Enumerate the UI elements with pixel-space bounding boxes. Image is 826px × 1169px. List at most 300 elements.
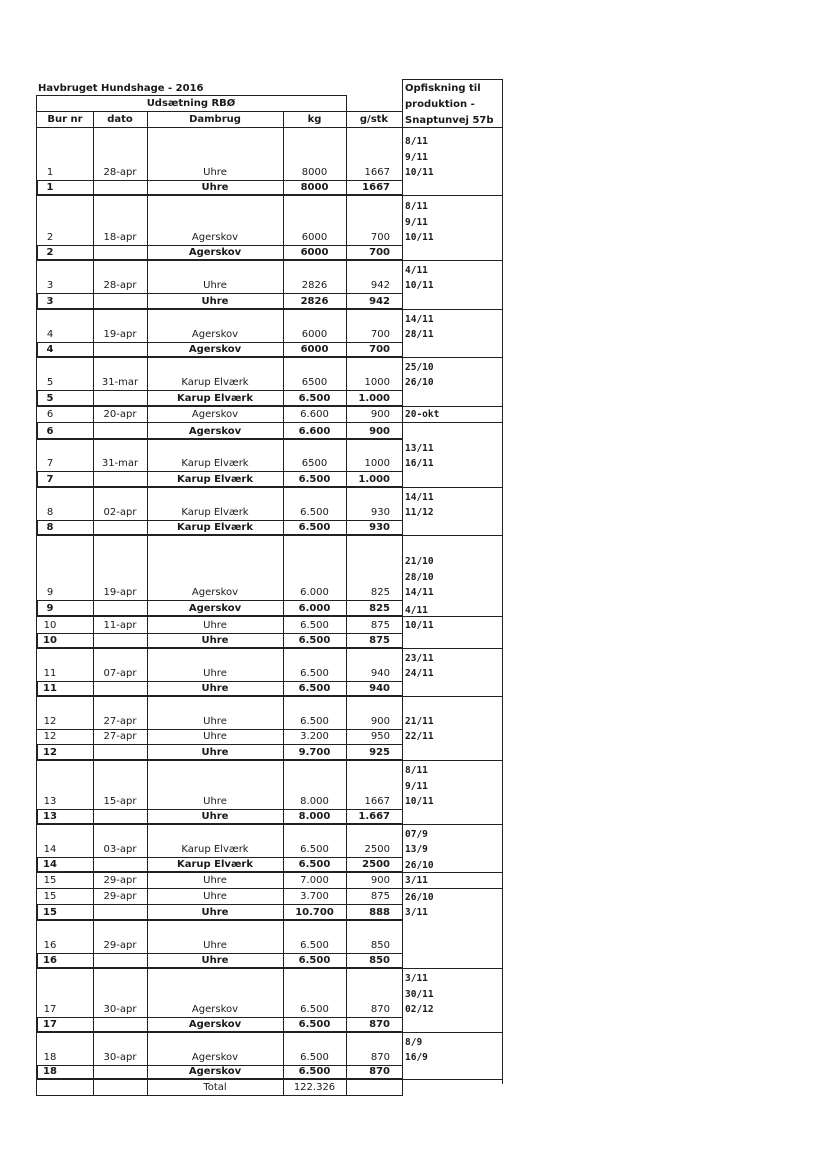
opfiskning-date: 10/11: [405, 620, 434, 631]
cell-dambrug: Karup Elværk: [176, 393, 254, 404]
cell-g-stk: 1667: [362, 182, 390, 193]
cell-dambrug: Agerskov: [188, 603, 242, 614]
grid-line: [93, 520, 94, 536]
opfiskning-date: 20-okt: [405, 409, 440, 420]
cell-bur-nr: 6: [46, 426, 54, 437]
cell-dato: 07-apr: [103, 668, 137, 679]
grid-line: [36, 342, 38, 358]
opfiskning-date: 22/11: [405, 731, 434, 742]
cell-g-stk: 1.000: [358, 474, 390, 485]
grid-line: [36, 633, 38, 649]
grid-line: [36, 681, 38, 697]
grid-line: [402, 79, 403, 1096]
cell-kg: 6000: [301, 329, 328, 340]
grid-line: [36, 405, 403, 407]
grid-line: [36, 194, 403, 196]
grid-line: [36, 600, 38, 617]
cell-g-stk: 940: [369, 683, 390, 694]
cell-g-stk: 1000: [364, 377, 390, 388]
grid-line: [36, 904, 38, 921]
opfiskning-date: 8/9: [405, 1036, 423, 1048]
grid-line: [36, 111, 403, 112]
cell-bur-nr: 9: [46, 603, 54, 614]
grid-line: [36, 356, 403, 358]
grid-line: [36, 390, 403, 391]
cell-dambrug: Karup Elværk: [176, 859, 254, 870]
cell-g-stk: 950: [370, 731, 390, 742]
cell-g-stk: 700: [369, 247, 390, 258]
cell-bur-nr: 17: [43, 1004, 57, 1015]
cell-g-stk: 1667: [364, 796, 390, 807]
cell-bur-nr: 14: [43, 859, 57, 870]
grid-line: [402, 260, 503, 261]
grid-line: [36, 857, 403, 858]
opfiskning-date: 8/11: [405, 765, 428, 776]
cell-bur-nr: 16: [43, 955, 57, 966]
opfiskning-date: 14/11: [405, 587, 434, 598]
grid-line: [36, 308, 403, 310]
grid-line: [402, 357, 503, 358]
cell-dambrug: Uhre: [203, 716, 227, 727]
cell-bur-nr: 8: [46, 507, 54, 518]
cell-dambrug: Agerskov: [191, 587, 239, 598]
cell-dambrug: Uhre: [203, 875, 227, 886]
grid-line: [36, 953, 38, 969]
grid-line: [502, 79, 503, 1084]
grid-line: [36, 729, 403, 730]
cell-dambrug: Karup Elværk: [176, 474, 254, 485]
cell-dato: 29-apr: [103, 875, 137, 886]
grid-line: [402, 760, 503, 761]
cell-bur-nr: 15: [43, 875, 57, 886]
grid-line: [36, 953, 403, 954]
cell-g-stk: 700: [370, 232, 390, 243]
cell-kg: 6.500: [300, 844, 329, 855]
cell-dambrug: Agerskov: [191, 1004, 239, 1015]
opfiskning-header-line: Snaptunvej 57b: [405, 115, 494, 126]
cell-g-stk: 925: [369, 747, 390, 758]
cell-dambrug: Uhre: [203, 731, 227, 742]
cell-kg: 6.500: [298, 1019, 331, 1030]
opfiskning-date: 16/11: [405, 458, 434, 469]
opfiskning-date: 13/9: [405, 844, 428, 855]
grid-line: [36, 293, 38, 310]
cell-dato: 27-apr: [103, 731, 137, 742]
grid-line: [36, 438, 403, 440]
cell-bur-nr: 2: [46, 232, 54, 243]
cell-kg: 6.500: [298, 955, 331, 966]
opfiskning-date: 10/11: [405, 232, 434, 243]
grid-line: [36, 342, 403, 343]
cell-dambrug: Uhre: [201, 747, 229, 758]
grid-line: [93, 809, 94, 825]
opfiskning-date: 26/10: [405, 891, 434, 903]
col-header-dato: dato: [107, 114, 133, 125]
cell-g-stk: 2500: [362, 859, 390, 870]
cell-g-stk: 900: [369, 426, 390, 437]
opfiskning-date: 26/10: [405, 377, 434, 388]
cell-bur-nr: 11: [43, 668, 57, 679]
grid-line: [93, 633, 94, 649]
cell-dambrug: Uhre: [203, 940, 227, 951]
cell-bur-nr: 13: [43, 796, 57, 807]
cell-dambrug: Agerskov: [191, 232, 239, 243]
cell-dambrug: Agerskov: [188, 1019, 242, 1030]
cell-bur-nr: 17: [43, 1019, 57, 1030]
cell-kg: 3.200: [300, 731, 329, 742]
grid-line: [36, 615, 403, 617]
grid-line: [36, 809, 38, 825]
cell-dambrug: Uhre: [201, 296, 229, 307]
grid-line: [36, 1078, 403, 1080]
grid-line: [36, 744, 38, 761]
opfiskning-date: 9/11: [405, 151, 428, 163]
cell-dambrug: Uhre: [203, 668, 227, 679]
grid-line: [36, 245, 403, 246]
cell-g-stk: 2500: [364, 844, 390, 855]
cell-dambrug: Uhre: [201, 907, 229, 918]
cell-bur-nr: 16: [43, 940, 57, 951]
grid-line: [402, 888, 503, 889]
cell-g-stk: 1667: [364, 167, 390, 178]
grid-line: [36, 180, 403, 181]
cell-dambrug: Karup Elværk: [181, 377, 249, 388]
cell-bur-nr: 6: [46, 409, 54, 420]
cell-kg: 6.500: [298, 683, 331, 694]
cell-g-stk: 870: [369, 1066, 390, 1077]
opfiskning-header-line: Opfiskning til: [405, 83, 481, 94]
opfiskning-date: 13/11: [405, 442, 434, 454]
grid-line: [93, 953, 94, 969]
cell-g-stk: 825: [370, 587, 390, 598]
grid-line: [36, 633, 403, 634]
cell-bur-nr: 3: [46, 296, 54, 307]
cell-dambrug: Agerskov: [188, 344, 242, 355]
grid-line: [402, 1032, 503, 1033]
grid-line: [93, 390, 94, 407]
total-kg: 122.326: [293, 1082, 336, 1093]
cell-kg: 6.500: [300, 1052, 329, 1063]
cell-g-stk: 875: [369, 635, 390, 646]
cell-dato: 15-apr: [103, 796, 137, 807]
grid-line: [36, 857, 38, 873]
grid-line: [36, 259, 403, 261]
grid-line: [402, 487, 503, 488]
cell-kg: 9.700: [298, 747, 331, 758]
cell-bur-nr: 18: [43, 1052, 57, 1063]
opfiskning-date: 28/10: [405, 571, 434, 583]
cell-g-stk: 900: [370, 409, 390, 420]
cell-g-stk: 875: [370, 620, 390, 631]
cell-kg: 8000: [300, 182, 329, 193]
cell-dambrug: Agerskov: [191, 329, 239, 340]
grid-line: [36, 534, 403, 536]
cell-kg: 6.500: [300, 716, 329, 727]
cell-dato: 02-apr: [103, 507, 137, 518]
grid-line: [93, 471, 94, 488]
opfiskning-date: 9/11: [405, 216, 428, 228]
opfiskning-date: 10/11: [405, 280, 434, 291]
cell-bur-nr: 5: [46, 377, 54, 388]
cell-g-stk: 825: [369, 603, 390, 614]
cell-kg: 8.000: [300, 796, 329, 807]
cell-kg: 6000: [300, 344, 329, 355]
cell-bur-nr: 12: [43, 747, 57, 758]
opfiskning-date: 28/11: [405, 329, 434, 340]
cell-dato: 18-apr: [103, 232, 137, 243]
opfiskning-date: 21/10: [405, 556, 434, 567]
cell-bur-nr: 14: [43, 844, 57, 855]
cell-bur-nr: 12: [43, 716, 57, 727]
cell-dato: 31-mar: [101, 377, 139, 388]
grid-line: [36, 647, 403, 649]
grid-line: [402, 968, 503, 969]
cell-kg: 6.500: [298, 393, 331, 404]
cell-bur-nr: 4: [46, 329, 54, 340]
cell-g-stk: 942: [369, 296, 390, 307]
grid-line: [36, 919, 403, 921]
cell-dato: 11-apr: [103, 620, 137, 631]
cell-kg: 6500: [301, 377, 328, 388]
cell-dambrug: Uhre: [201, 955, 229, 966]
cell-g-stk: 1.667: [358, 811, 390, 822]
cell-dato: 27-apr: [103, 716, 137, 727]
cell-dambrug: Karup Elværk: [181, 844, 249, 855]
grid-line: [402, 79, 503, 80]
grid-line: [93, 1017, 94, 1033]
grid-line: [36, 245, 38, 261]
cell-dato: 28-apr: [103, 280, 137, 291]
cell-kg: 6500: [301, 458, 328, 469]
grid-line: [36, 681, 403, 682]
cell-dambrug: Agerskov: [188, 247, 242, 258]
grid-line: [36, 520, 403, 521]
total-label: Total: [203, 1082, 227, 1093]
cell-dambrug: Karup Elværk: [181, 458, 249, 469]
cell-kg: 6.500: [300, 940, 329, 951]
cell-dambrug: Karup Elværk: [176, 522, 254, 533]
grid-line: [402, 406, 503, 407]
grid-line: [36, 520, 38, 536]
grid-line: [402, 1079, 503, 1080]
grid-line: [36, 759, 403, 761]
grid-line: [36, 1095, 403, 1096]
cell-bur-nr: 15: [43, 891, 57, 902]
cell-g-stk: 888: [369, 907, 390, 918]
opfiskning-date: 8/11: [405, 201, 428, 212]
cell-dambrug: Agerskov: [188, 426, 242, 437]
cell-g-stk: 900: [370, 716, 390, 727]
cell-kg: 6.600: [298, 426, 331, 437]
cell-bur-nr: 10: [43, 635, 57, 646]
cell-bur-nr: 15: [43, 907, 57, 918]
cell-dambrug: Uhre: [201, 182, 229, 193]
opfiskning-date: 4/11: [405, 264, 428, 276]
cell-dato: 28-apr: [103, 167, 137, 178]
cell-g-stk: 700: [370, 329, 390, 340]
col-header-bur-nr: Bur nr: [47, 114, 83, 125]
grid-line: [36, 871, 403, 873]
cell-bur-nr: 18: [43, 1066, 57, 1077]
cell-kg: 6.500: [300, 620, 329, 631]
grid-line: [93, 342, 94, 358]
grid-line: [36, 95, 347, 96]
cell-kg: 6.500: [298, 474, 331, 485]
opfiskning-date: 11/12: [405, 507, 434, 518]
cell-g-stk: 930: [369, 522, 390, 533]
cell-kg: 6.500: [298, 522, 331, 533]
cell-kg: 8000: [301, 167, 328, 178]
cell-g-stk: 870: [370, 1004, 390, 1015]
cell-kg: 6.500: [298, 1066, 331, 1077]
grid-line: [93, 857, 94, 873]
grid-line: [402, 648, 503, 649]
cell-g-stk: 942: [370, 280, 390, 291]
sheet-title: Havbruget Hundshage - 2016: [38, 83, 204, 94]
opfiskning-date: 10/11: [405, 167, 434, 178]
cell-bur-nr: 9: [46, 587, 54, 598]
cell-kg: 6.000: [298, 603, 331, 614]
opfiskning-date: 4/11: [405, 604, 428, 616]
grid-line: [36, 471, 403, 472]
opfiskning-date: 3/11: [405, 907, 428, 918]
cell-kg: 6.600: [300, 409, 329, 420]
grid-line: [36, 1017, 403, 1018]
grid-line: [402, 195, 503, 196]
grid-line: [402, 309, 503, 310]
grid-line: [36, 390, 38, 407]
opfiskning-date: 16/9: [405, 1052, 428, 1063]
cell-dambrug: Uhre: [201, 635, 229, 646]
cell-bur-nr: 3: [46, 280, 54, 291]
cell-dambrug: Uhre: [203, 796, 227, 807]
grid-line: [36, 293, 403, 294]
cell-bur-nr: 2: [46, 247, 54, 258]
grid-line: [36, 967, 403, 969]
opfiskning-date: 30/11: [405, 988, 434, 1000]
grid-line: [36, 744, 403, 745]
grid-line: [93, 681, 94, 697]
grid-line: [36, 1017, 38, 1033]
cell-dambrug: Uhre: [201, 683, 229, 694]
cell-g-stk: 930: [370, 507, 390, 518]
cell-kg: 6.500: [300, 668, 329, 679]
cell-bur-nr: 7: [46, 458, 54, 469]
cell-bur-nr: 8: [46, 522, 54, 533]
cell-dambrug: Agerskov: [191, 1052, 239, 1063]
grid-line: [93, 245, 94, 261]
opfiskning-date: 07/9: [405, 828, 428, 840]
cell-kg: 2826: [300, 296, 329, 307]
grid-line: [402, 696, 503, 697]
cell-g-stk: 1000: [364, 458, 390, 469]
cell-kg: 6000: [301, 232, 328, 243]
cell-dato: 19-apr: [103, 587, 137, 598]
grid-line: [93, 600, 94, 617]
cell-kg: 6000: [300, 247, 329, 258]
cell-g-stk: 870: [369, 1019, 390, 1030]
cell-dambrug: Uhre: [203, 167, 227, 178]
opfiskning-date: 3/11: [405, 875, 428, 886]
grid-line: [36, 1065, 38, 1080]
cell-dato: 29-apr: [103, 940, 137, 951]
cell-dambrug: Agerskov: [191, 409, 239, 420]
opfiskning-date: 24/11: [405, 668, 434, 679]
grid-line: [36, 695, 403, 697]
cell-bur-nr: 11: [43, 683, 57, 694]
opfiskning-date: 3/11: [405, 973, 428, 984]
cell-g-stk: 940: [370, 668, 390, 679]
grid-line: [36, 1031, 403, 1033]
col-header-g-stk: g/stk: [359, 114, 389, 125]
opfiskning-date: 14/11: [405, 313, 434, 325]
cell-dato: 30-apr: [103, 1052, 137, 1063]
cell-kg: 10.700: [295, 907, 334, 918]
cell-kg: 3.700: [300, 891, 329, 902]
cell-g-stk: 1.000: [358, 393, 390, 404]
opfiskning-date: 14/11: [405, 491, 434, 503]
cell-kg: 7.000: [300, 875, 329, 886]
cell-g-stk: 850: [369, 955, 390, 966]
cell-bur-nr: 1: [46, 182, 54, 193]
grid-line: [93, 904, 94, 921]
grid-line: [93, 422, 94, 440]
grid-line: [93, 744, 94, 761]
cell-dato: 19-apr: [103, 329, 137, 340]
cell-bur-nr: 1: [46, 167, 54, 178]
grid-line: [36, 180, 38, 196]
cell-g-stk: 900: [370, 875, 390, 886]
grid-line: [36, 904, 403, 905]
cell-dambrug: Karup Elværk: [181, 507, 249, 518]
cell-dato: 30-apr: [103, 1004, 137, 1015]
cell-kg: 8.000: [298, 811, 331, 822]
cell-bur-nr: 7: [46, 474, 54, 485]
grid-line: [402, 422, 503, 423]
grid-line: [93, 180, 94, 196]
opfiskning-date: 8/11: [405, 136, 428, 147]
grid-line: [36, 471, 38, 488]
grid-line: [36, 809, 403, 810]
grid-line: [36, 422, 38, 440]
cell-kg: 6.500: [298, 859, 331, 870]
grid-line: [402, 535, 503, 536]
cell-bur-nr: 10: [43, 620, 57, 631]
grid-line: [36, 127, 503, 128]
grid-line: [36, 486, 403, 488]
cell-dambrug: Uhre: [203, 620, 227, 631]
cell-bur-nr: 4: [46, 344, 54, 355]
cell-kg: 2826: [301, 280, 328, 291]
cell-dato: 31-mar: [101, 458, 139, 469]
grid-line: [36, 600, 403, 601]
cell-dambrug: Uhre: [201, 811, 229, 822]
cell-g-stk: 700: [369, 344, 390, 355]
opfiskning-date: 23/11: [405, 652, 434, 664]
col-header-dambrug: Dambrug: [189, 114, 241, 125]
grid-line: [93, 293, 94, 310]
cell-dato: 03-apr: [103, 844, 137, 855]
cell-g-stk: 850: [370, 940, 390, 951]
cell-dambrug: Uhre: [203, 891, 227, 902]
grid-line: [402, 824, 503, 825]
grid-line: [36, 823, 403, 825]
cell-dato: 29-apr: [103, 891, 137, 902]
opfiskning-date: 21/11: [405, 715, 434, 727]
cell-g-stk: 875: [370, 891, 390, 902]
opfiskning-header-line: produktion -: [405, 99, 475, 110]
opfiskning-date: 26/10: [405, 859, 434, 871]
